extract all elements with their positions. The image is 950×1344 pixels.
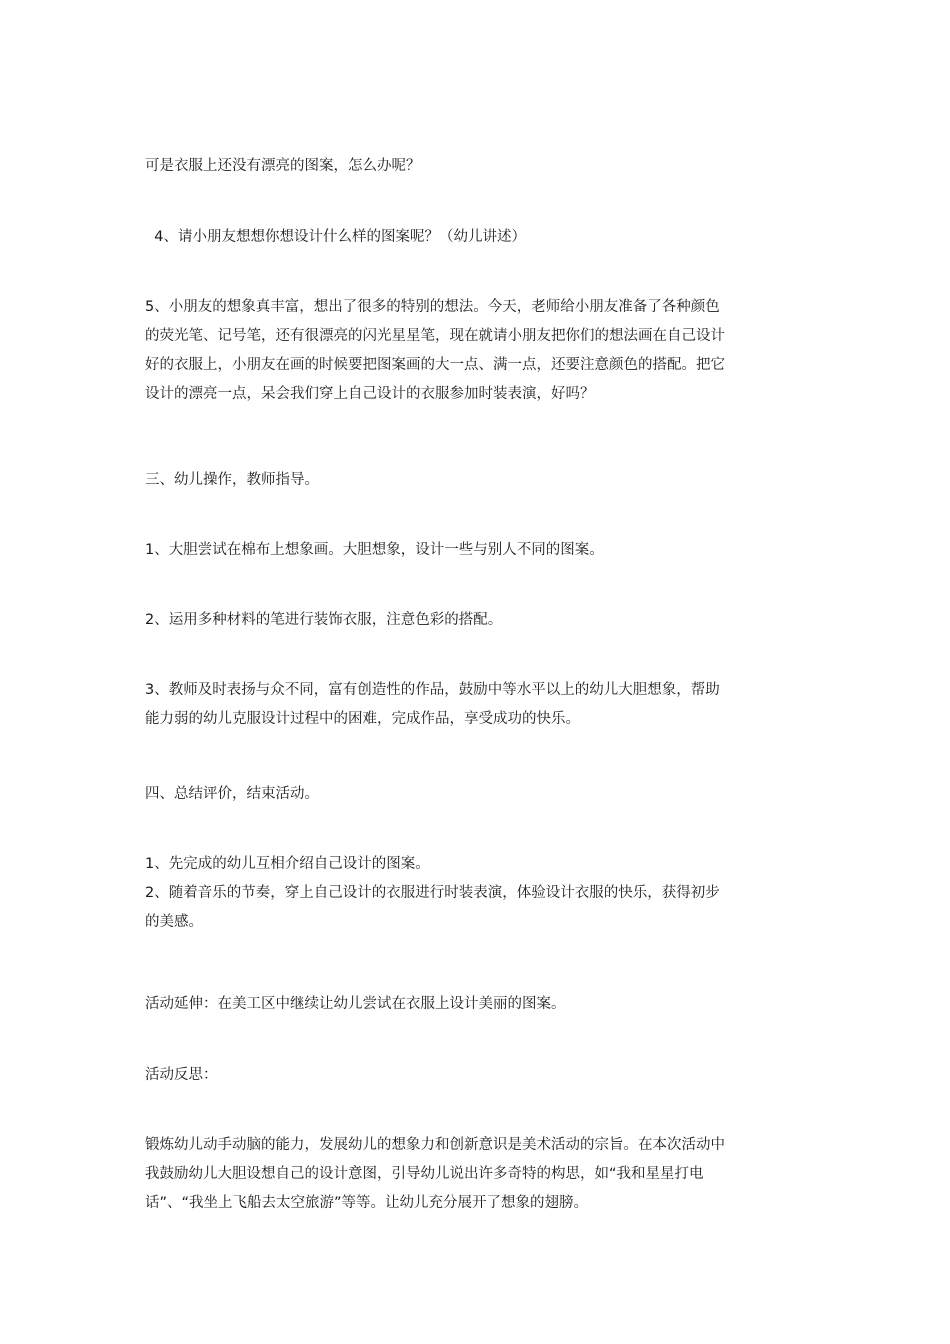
- text-line: 好的衣服上，小朋友在画的时候要把图案画的大一点、满一点，还要注意颜色的搭配。把它: [145, 357, 725, 373]
- text-line: 2、运用多种材料的笔进行装饰衣服，注意色彩的搭配。: [145, 612, 503, 628]
- paragraph-reflection-heading: [145, 1061, 810, 1090]
- paragraph-item-1: [145, 536, 810, 565]
- text-line: 活动延伸：在美工区中继续让幼儿尝试在衣服上设计美丽的图案。: [145, 996, 566, 1012]
- paragraph-intro-question: [145, 152, 810, 181]
- paragraph-summary-items: [145, 850, 810, 937]
- text-line: 话”、“我坐上飞船去太空旅游”等等。让幼儿充分展开了想象的翅膀。: [145, 1195, 589, 1211]
- section-heading-4: [145, 780, 810, 809]
- paragraph-step-5: [145, 293, 810, 409]
- text-line: 锻炼幼儿动手动脑的能力，发展幼儿的想象力和创新意识是美术活动的宗旨。在本次活动中: [145, 1137, 725, 1153]
- text-line: 的美感。: [145, 914, 203, 930]
- text-line: 四、总结评价，结束活动。: [145, 786, 319, 802]
- text-line: 三、幼儿操作，教师指导。: [145, 472, 319, 488]
- paragraph-item-3: [145, 676, 810, 734]
- paragraph-step-4: [145, 223, 810, 252]
- text-line: 活动反思：: [145, 1067, 218, 1083]
- text-line: 2、随着音乐的节奏，穿上自己设计的衣服进行时装表演，体验设计衣服的快乐，获得初步: [145, 885, 720, 901]
- text-line: 可是衣服上还没有漂亮的图案，怎么办呢？: [145, 158, 421, 174]
- paragraph-extension: [145, 990, 810, 1019]
- text-line: 1、大胆尝试在棉布上想象画。大胆想象，设计一些与别人不同的图案。: [145, 542, 604, 558]
- text-line: 5、小朋友的想象真丰富，想出了很多的特别的想法。今天，老师给小朋友准备了各种颜色: [145, 299, 720, 315]
- text-line: 3、教师及时表扬与众不同，富有创造性的作品，鼓励中等水平以上的幼儿大胆想象，帮助: [145, 682, 720, 698]
- paragraph-item-2: [145, 606, 810, 635]
- text-line: 1、先完成的幼儿互相介绍自己设计的图案。: [145, 856, 430, 872]
- text-line: 能力弱的幼儿克服设计过程中的困难，完成作品，享受成功的快乐。: [145, 711, 580, 727]
- text-line: 我鼓励幼儿大胆设想自己的设计意图，引导幼儿说出许多奇特的构思，如“我和星星打电: [145, 1166, 704, 1182]
- text-line: 设计的漂亮一点，呆会我们穿上自己设计的衣服参加时装表演，好吗？: [145, 386, 595, 402]
- section-heading-3: [145, 466, 810, 495]
- paragraph-reflection-body: [145, 1131, 810, 1218]
- text-line: 的荧光笔、记号笔，还有很漂亮的闪光星星笔，现在就请小朋友把你们的想法画在自己设计: [145, 328, 725, 344]
- text-line: 4、请小朋友想想你想设计什么样的图案呢？（幼儿讲述）: [145, 229, 526, 245]
